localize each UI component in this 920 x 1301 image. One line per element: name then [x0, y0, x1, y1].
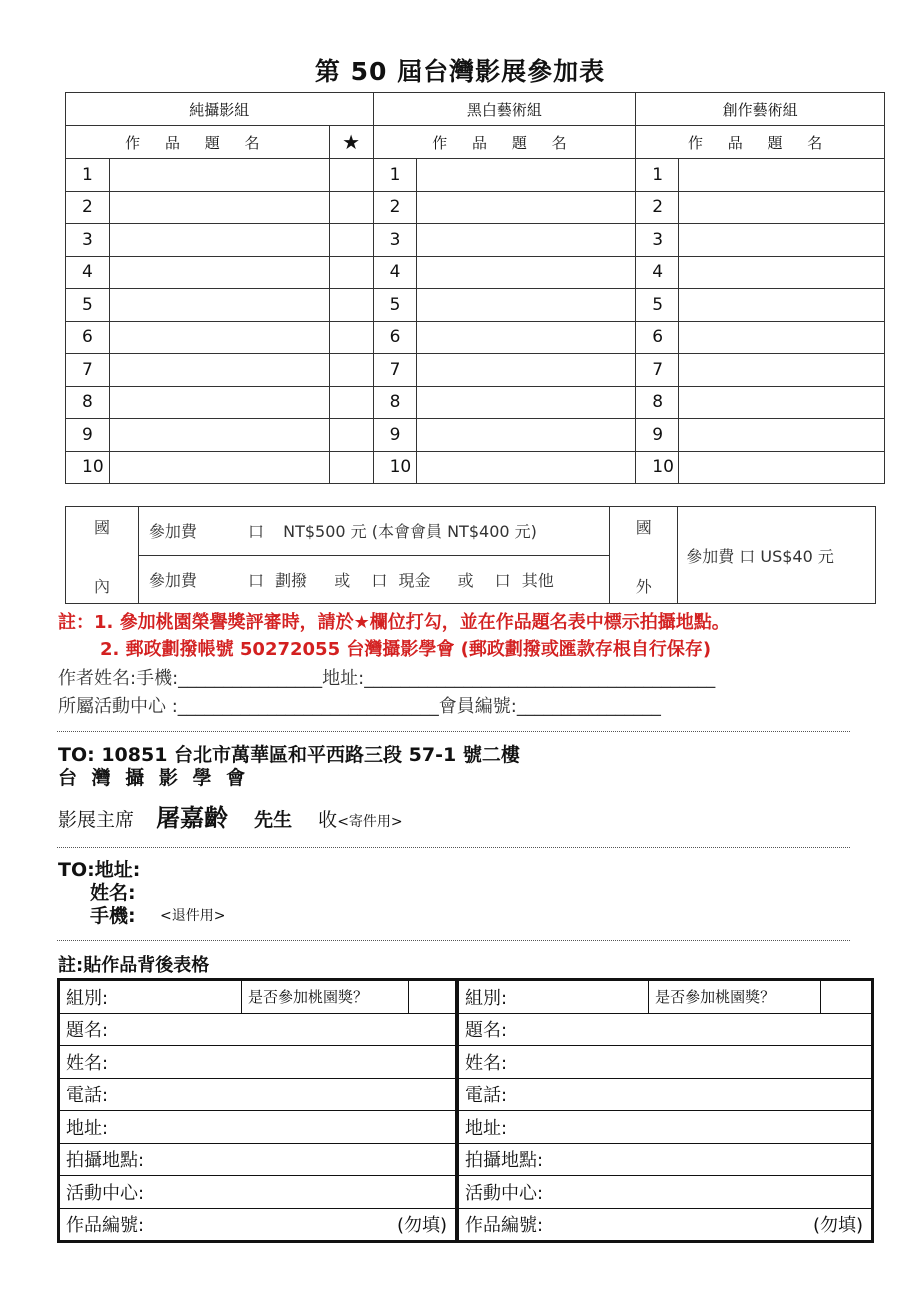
- title-cell-bw[interactable]: [416, 256, 636, 289]
- center-field[interactable]: 活動中心:: [459, 1176, 872, 1209]
- row-number: 3: [636, 224, 679, 257]
- row-number: 9: [66, 419, 110, 452]
- title-cell-pure[interactable]: [109, 386, 329, 419]
- chairman-name: 屠嘉齡: [156, 804, 229, 832]
- row-number: 3: [373, 224, 416, 257]
- honorific: 先生: [254, 809, 293, 831]
- method-transfer: 劃撥: [275, 570, 308, 590]
- work-no-label: 作品編號:: [66, 1215, 145, 1237]
- title-cell-bw[interactable]: [416, 386, 636, 419]
- domestic-bottom: 內: [93, 577, 110, 596]
- taoyuan-question: 是否參加桃園獎？: [649, 981, 821, 1014]
- title-cell-pure[interactable]: [109, 451, 329, 484]
- method-cash: 現金: [398, 570, 431, 590]
- entry-row: [66, 224, 885, 257]
- foreign-top: 國: [635, 518, 652, 537]
- fee-table: [65, 506, 876, 604]
- row-number: 10: [636, 451, 679, 484]
- row-number: 3: [66, 224, 110, 257]
- row-number: 1: [66, 159, 110, 192]
- star-cell[interactable]: [329, 224, 373, 257]
- row-number: 6: [66, 321, 110, 354]
- domestic-amount: NT$500 元 (本會會員 NT$400 元): [283, 522, 537, 542]
- do-not-fill: (勿填): [812, 1215, 863, 1237]
- phone-field[interactable]: 電話:: [60, 1078, 456, 1111]
- fee-label: 參加費: [148, 570, 197, 590]
- entry-row: [66, 159, 885, 192]
- entry-row: [66, 191, 885, 224]
- group-field[interactable]: 組別:: [60, 981, 242, 1014]
- row-number: 8: [66, 386, 110, 419]
- title-cell-bw[interactable]: [416, 419, 636, 452]
- row-number: 6: [636, 321, 679, 354]
- row-number: 6: [373, 321, 416, 354]
- entry-row: [66, 386, 885, 419]
- star-cell[interactable]: [329, 289, 373, 322]
- title-cell-creative[interactable]: [679, 224, 885, 257]
- title-cell-creative[interactable]: [679, 191, 885, 224]
- star-cell[interactable]: [329, 191, 373, 224]
- title-cell-pure[interactable]: [109, 191, 329, 224]
- row-number: 9: [373, 419, 416, 452]
- row-number: 10: [66, 451, 110, 484]
- star-cell[interactable]: [329, 451, 373, 484]
- payment-method-row: [138, 555, 609, 604]
- group-pure: 純攝影組: [66, 93, 374, 126]
- entry-row: [66, 354, 885, 387]
- group-field[interactable]: 組別:: [459, 981, 649, 1014]
- page-title: 第 50 屆台灣影展參加表: [314, 57, 606, 86]
- title-cell-pure[interactable]: [109, 419, 329, 452]
- name-field[interactable]: 姓名:: [60, 1046, 456, 1079]
- foreign-bottom: 外: [635, 577, 652, 596]
- star-cell[interactable]: [329, 419, 373, 452]
- row-number: 8: [636, 386, 679, 419]
- role: 影展主席: [58, 809, 135, 831]
- author-line[interactable]: 作者姓名:手機:________________地址:_______________________________________: [58, 668, 716, 689]
- title-cell-pure[interactable]: [109, 289, 329, 322]
- title-cell-creative[interactable]: [679, 386, 885, 419]
- title-cell-bw[interactable]: [416, 191, 636, 224]
- title-cell-pure[interactable]: [109, 159, 329, 192]
- row-number: 5: [66, 289, 110, 322]
- work-no-field: [60, 1208, 456, 1241]
- star-cell[interactable]: [329, 159, 373, 192]
- checkbox-icon[interactable]: 口: [494, 570, 511, 590]
- title-cell-bw[interactable]: [416, 159, 636, 192]
- row-number: 5: [636, 289, 679, 322]
- return-phone-label: 手機:: [90, 905, 136, 927]
- cut-line: [57, 847, 850, 848]
- work-title-header: 作 品 題 名: [636, 126, 885, 159]
- method-or: 或: [334, 570, 351, 590]
- domestic-fee-row: [138, 507, 609, 556]
- row-number: 7: [373, 354, 416, 387]
- title-cell-creative[interactable]: [679, 354, 885, 387]
- center-line[interactable]: 所屬活動中心 :_____________________________會員編號:________________: [58, 696, 661, 717]
- title-cell-bw[interactable]: [416, 321, 636, 354]
- back-form-label: 註:貼作品背後表格: [58, 955, 210, 976]
- entry-row: [66, 419, 885, 452]
- domestic-top: 國: [93, 518, 110, 537]
- star-cell[interactable]: [329, 256, 373, 289]
- row-number: 2: [636, 191, 679, 224]
- row-number: 1: [373, 159, 416, 192]
- taoyuan-checkbox[interactable]: [820, 981, 871, 1014]
- row-number: 5: [373, 289, 416, 322]
- send-address: TO: 10851 台北市萬華區和平西路三段 57-1 號二樓: [58, 744, 520, 766]
- name-field[interactable]: 姓名:: [459, 1046, 872, 1079]
- title-cell-creative[interactable]: [679, 419, 885, 452]
- return-note: <退件用>: [160, 908, 226, 924]
- foreign-fee: 參加費 口 US$40 元: [678, 507, 876, 604]
- entry-row: [66, 321, 885, 354]
- back-form-right: [456, 978, 874, 1243]
- checkbox-icon[interactable]: 口: [248, 570, 265, 590]
- work-no-field: [459, 1208, 872, 1241]
- star-cell[interactable]: [329, 354, 373, 387]
- return-address-label: TO:地址:: [58, 859, 141, 881]
- taoyuan-checkbox[interactable]: [408, 981, 455, 1014]
- row-number: 4: [66, 256, 110, 289]
- work-title-header: 作 品 題 名: [373, 126, 636, 159]
- title-cell-creative[interactable]: [679, 451, 885, 484]
- entry-row: [66, 451, 885, 484]
- title-cell-creative[interactable]: [679, 159, 885, 192]
- title-cell-creative[interactable]: [679, 256, 885, 289]
- send-note: <寄件用>: [337, 814, 403, 830]
- row-number: 8: [373, 386, 416, 419]
- row-number: 4: [636, 256, 679, 289]
- address-field[interactable]: 地址:: [60, 1111, 456, 1144]
- row-number: 1: [636, 159, 679, 192]
- title-cell-bw[interactable]: [416, 224, 636, 257]
- title-cell-bw[interactable]: [416, 354, 636, 387]
- taoyuan-question: 是否參加桃園獎？: [242, 981, 409, 1014]
- entry-row: [66, 289, 885, 322]
- cut-line: [57, 731, 850, 732]
- phone-field[interactable]: 電話:: [459, 1078, 872, 1111]
- work-no-label: 作品編號:: [465, 1215, 544, 1237]
- send-recipient: [58, 798, 403, 833]
- title-field[interactable]: 題名:: [60, 1013, 456, 1046]
- entry-row: [66, 256, 885, 289]
- row-number: 10: [373, 451, 416, 484]
- title-cell-creative[interactable]: [679, 321, 885, 354]
- title-cell-pure[interactable]: [109, 321, 329, 354]
- title-field[interactable]: 題名:: [459, 1013, 872, 1046]
- title-cell-bw[interactable]: [416, 451, 636, 484]
- address-field[interactable]: 地址:: [459, 1111, 872, 1144]
- note-1: 註：1. 參加桃園榮譽獎評審時，請於★欄位打勾，並在作品題名表中標示拍攝地點。: [58, 612, 730, 633]
- location-field[interactable]: 拍攝地點:: [60, 1143, 456, 1176]
- row-number: 7: [66, 354, 110, 387]
- star-header: ★: [329, 126, 373, 159]
- return-name-label: 姓名:: [90, 882, 136, 904]
- back-form-left: [57, 978, 458, 1243]
- star-cell[interactable]: [329, 386, 373, 419]
- title-cell-bw[interactable]: [416, 289, 636, 322]
- star-cell[interactable]: [329, 321, 373, 354]
- entry-table: [65, 92, 885, 484]
- method-or: 或: [457, 570, 474, 590]
- center-field[interactable]: 活動中心:: [60, 1176, 456, 1209]
- row-number: 2: [373, 191, 416, 224]
- row-number: 7: [636, 354, 679, 387]
- do-not-fill: (勿填): [396, 1215, 447, 1237]
- location-field[interactable]: 拍攝地點:: [459, 1143, 872, 1176]
- group-bw: 黑白藝術組: [373, 93, 636, 126]
- title-cell-creative[interactable]: [679, 289, 885, 322]
- title-cell-pure[interactable]: [109, 354, 329, 387]
- checkbox-icon[interactable]: 口: [371, 570, 388, 590]
- fee-label: 參加費: [148, 522, 197, 542]
- note-2: 2. 郵政劃撥帳號 50272055 台灣攝影學會 (郵政劃撥或匯款存根自行保存): [100, 639, 712, 660]
- title-cell-pure[interactable]: [109, 256, 329, 289]
- group-creative: 創作藝術組: [636, 93, 885, 126]
- receive: 收: [318, 809, 338, 831]
- cut-line: [57, 940, 850, 941]
- row-number: 4: [373, 256, 416, 289]
- row-number: 9: [636, 419, 679, 452]
- work-title-header: 作 品 題 名: [66, 126, 330, 159]
- checkbox-icon[interactable]: 口: [248, 522, 265, 542]
- method-other: 其他: [521, 570, 554, 590]
- row-number: 2: [66, 191, 110, 224]
- title-cell-pure[interactable]: [109, 224, 329, 257]
- send-org: 台 灣 攝 影 學 會: [58, 767, 250, 789]
